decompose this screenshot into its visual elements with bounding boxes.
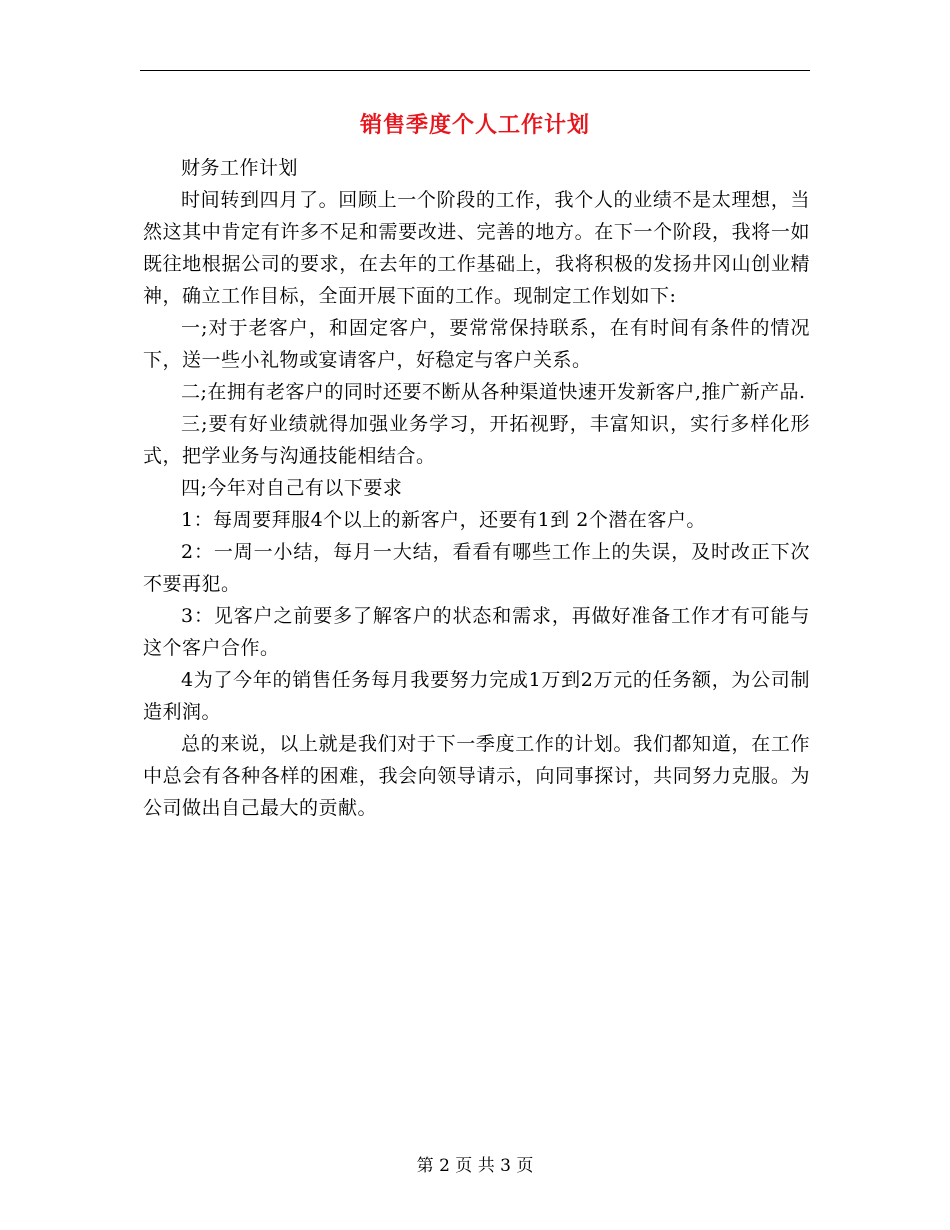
paragraph-requirement-2: 2：一周一小结，每月一大结，看看有哪些工作上的失误，及时改正下次不要再犯。	[143, 541, 810, 595]
paragraph-item-2: 二;在拥有老客户的同时还要不断从各种渠道快速开发新客户,推广新产品.	[181, 381, 806, 403]
document-title: 销售季度个人工作计划	[359, 112, 590, 138]
paragraph-item-4: 四;今年对自己有以下要求	[181, 477, 403, 499]
paragraph-intro: 时间转到四月了。回顾上一个阶段的工作，我个人的业绩不是太理想，当然这其中肯定有许多不足和需要改进、完善的地方。在下一个阶段，我将一如既往地根据公司的要求，在去年的工作基础上，我将积极的发扬井冈山创业精神，确立工作目标，全面开展下面的工作。现制定工作划如下:	[143, 189, 810, 307]
document-body	[143, 152, 810, 824]
paragraph-summary: 总的来说，以上就是我们对于下一季度工作的计划。我们都知道，在工作中总会有各种各样的困难，我会向领导请示，向同事探讨，共同努力克服。为公司做出自己最大的贡献。	[143, 733, 810, 819]
paragraph-requirement-4: 4为了今年的销售任务每月我要努力完成1万到2万元的任务额，为公司制造利润。	[143, 669, 810, 723]
header-rule	[140, 70, 810, 71]
paragraph-item-1: 一;对于老客户，和固定客户，要常常保持联系，在有时间有条件的情况下，送一些小礼物或宴请客户，好稳定与客户关系。	[143, 317, 810, 371]
paragraph-heading: 财务工作计划	[181, 157, 299, 179]
paragraph-item-3: 三;要有好业绩就得加强业务学习，开拓视野，丰富知识，实行多样化形式，把学业务与沟通技能相结合。	[143, 413, 810, 467]
page-footer	[0, 1154, 950, 1178]
paragraph-requirement-3: 3：见客户之前要多了解客户的状态和需求，再做好准备工作才有可能与这个客户合作。	[143, 605, 810, 659]
page-number-label: 第 2 页 共 3 页	[416, 1156, 534, 1176]
paragraph-requirement-1: 1：每周要拜服4个以上的新客户，还要有1到 2个潜在客户。	[181, 509, 706, 531]
